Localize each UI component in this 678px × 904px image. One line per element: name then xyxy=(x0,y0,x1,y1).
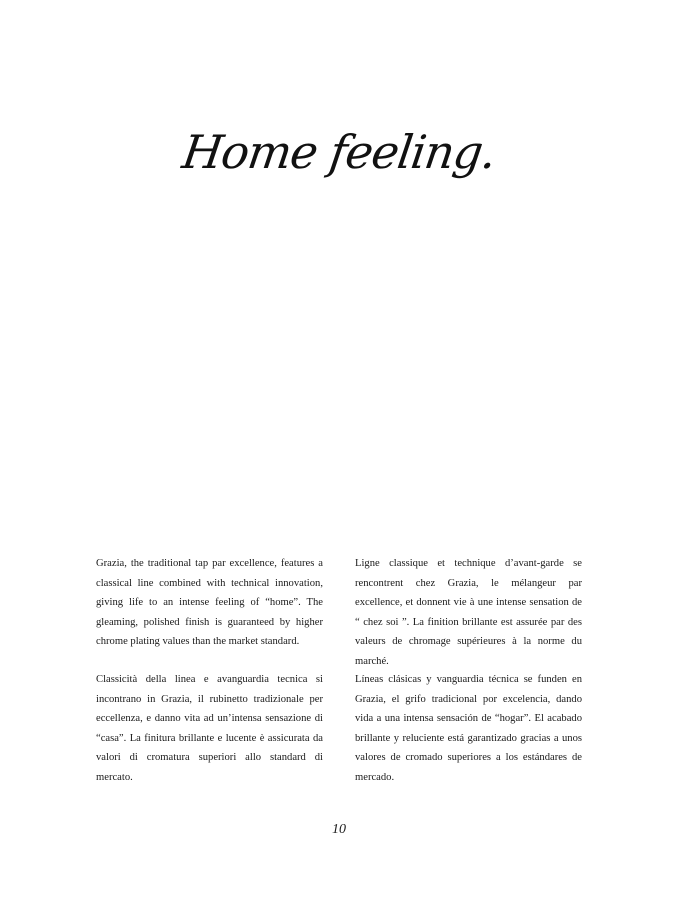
page-number: 10 xyxy=(332,822,346,837)
paragraph-italian-text: Classicità della linea e avanguardia tecnica si incontrano in Grazia, il rubinetto tradizionale per eccellenza, e danno vita ad un’intensa sensazione di “casa”. La finitura brillante e lucente è assicurata da valori di cromatura superiori allo standard di mercato. xyxy=(96,674,323,783)
paragraph-english xyxy=(96,554,323,652)
paragraph-english-text: Grazia, the traditional tap par excellence, features a classical line combined with technical innovation, giving life to an intense feeling of “home”. The gleaming, polished finish is guaranteed by higher chrome plating values than the market standard. xyxy=(96,558,323,647)
paragraph-spanish-text: Líneas clásicas y vanguardia técnica se funden en Grazia, el grifo tradicional por excelencia, dando vida a una intensa sensación de “hogar”. El acabado brillante y reluciente está garantizado gracias a unos valores de cromado superiores a los estándares de mercado. xyxy=(355,674,582,783)
paragraph-italian xyxy=(96,670,323,787)
paragraph-spanish xyxy=(355,670,582,787)
paragraph-french-text: Ligne classique et technique d’avant-garde se rencontrent chez Grazia, le mélangeur par excellence, et donnent vie à une intense sensation de “ chez soi ”. La finition brillante est assurée par des valeurs de chromage supérieures à la norme du marché. xyxy=(355,558,582,667)
paragraph-french xyxy=(355,554,582,671)
page-title: Home feeling. xyxy=(179,125,499,179)
